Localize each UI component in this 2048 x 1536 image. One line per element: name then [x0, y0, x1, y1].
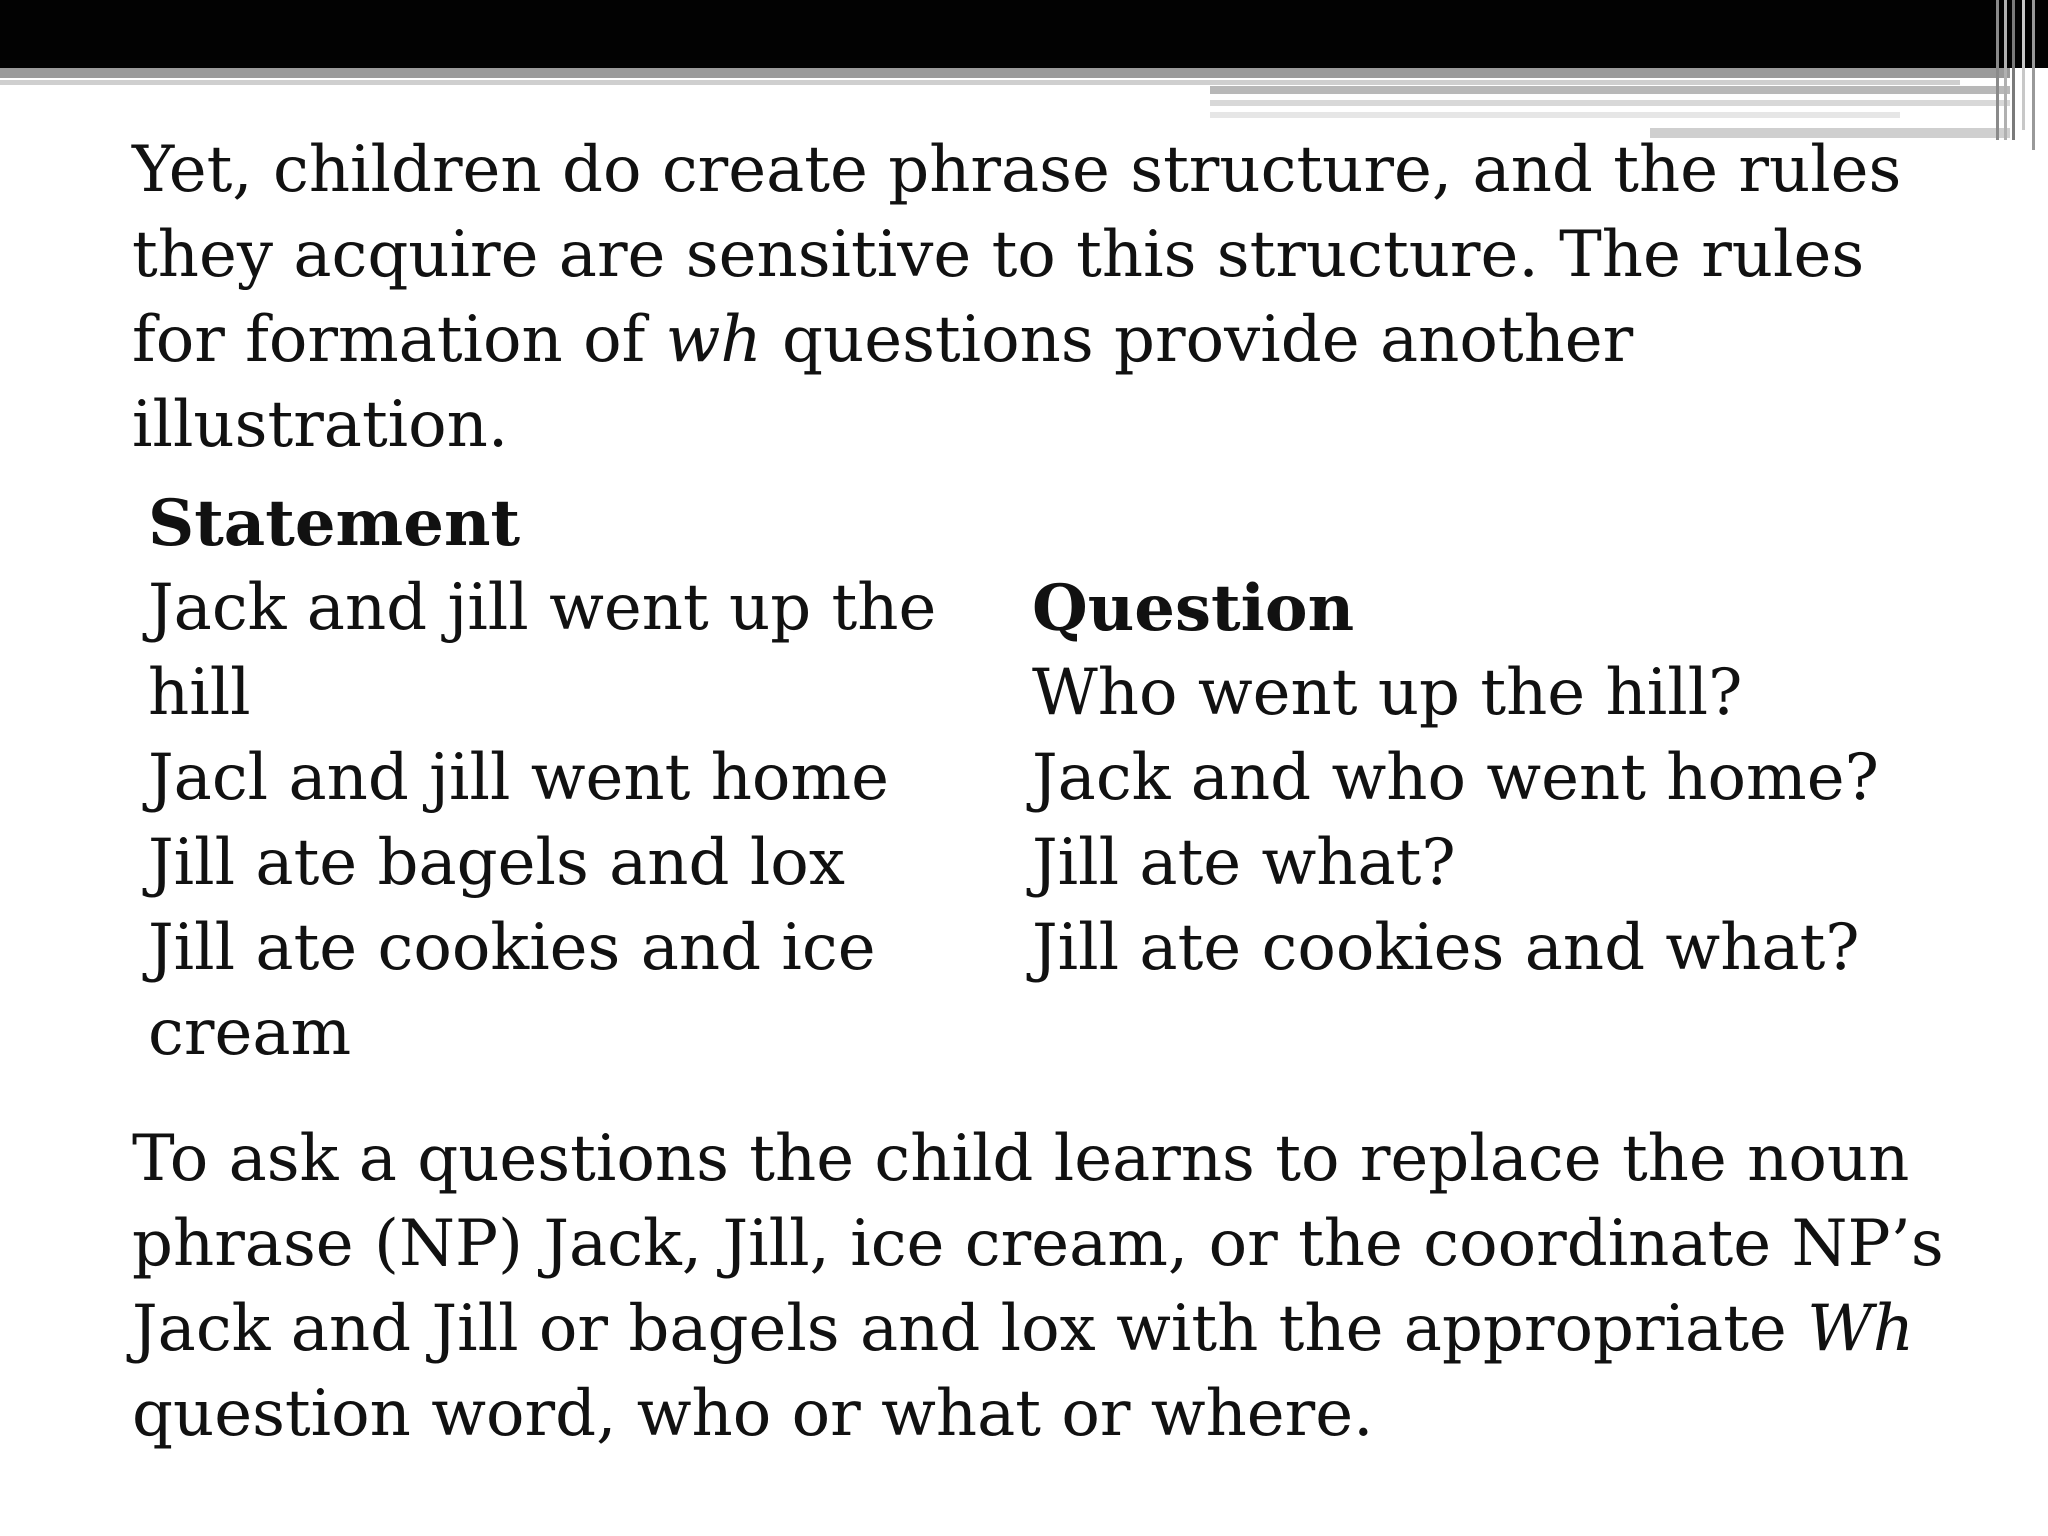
statement-item: Jill ate bagels and lox [148, 826, 845, 900]
header-accent-line [1210, 86, 2010, 94]
header-accent-stripe [1996, 0, 1999, 140]
question-heading: Question [1032, 571, 1355, 646]
conclusion-paragraph [132, 1117, 1992, 1457]
statement-item: Jill ate cookies and ice cream [148, 911, 876, 1070]
question-item: Jill ate what? [1032, 826, 1456, 900]
statement-item: Jack and jill went up the hill [148, 571, 937, 730]
statement-column [148, 481, 948, 1076]
header-accent-line [0, 68, 2010, 78]
intro-paragraph [132, 128, 1952, 468]
conclusion-text: To ask a questions the child learns to replace the noun phrase (NP) Jack, Jill, ice cream, or the coordinate NP’s Jack and Jill or bagels and lox with the appropriate [132, 1122, 1944, 1366]
header-accent-line [0, 80, 1960, 85]
question-item: Who went up the hill? [1032, 656, 1743, 730]
conclusion-text-end: question word, who or what or where. [132, 1377, 1374, 1451]
question-item: Jill ate cookies and what? [1032, 911, 1860, 985]
intro-text-end: questions provide another illustration. [132, 303, 1634, 462]
header-accent-stripe [2012, 0, 2015, 140]
question-item: Jack and who went home? [1032, 741, 1879, 815]
intro-text: Yet, children do create phrase structure, and the rules they acquire are sensitive to this structure. The rules for formation of [132, 133, 1902, 377]
header-accent-stripe [2032, 0, 2035, 150]
conclusion-italic-wh: Wh [1807, 1292, 1915, 1366]
statement-heading: Statement [148, 486, 521, 561]
intro-italic-wh: wh [665, 303, 762, 377]
question-column [1032, 566, 1952, 991]
header-accent-stripe [2022, 0, 2025, 130]
header-accent-line [1210, 100, 2010, 106]
header-accent-line [1210, 112, 1900, 118]
slide-header-bar [0, 0, 2048, 68]
statement-item: Jacl and jill went home [148, 741, 889, 815]
header-accent-stripe [2004, 0, 2007, 140]
